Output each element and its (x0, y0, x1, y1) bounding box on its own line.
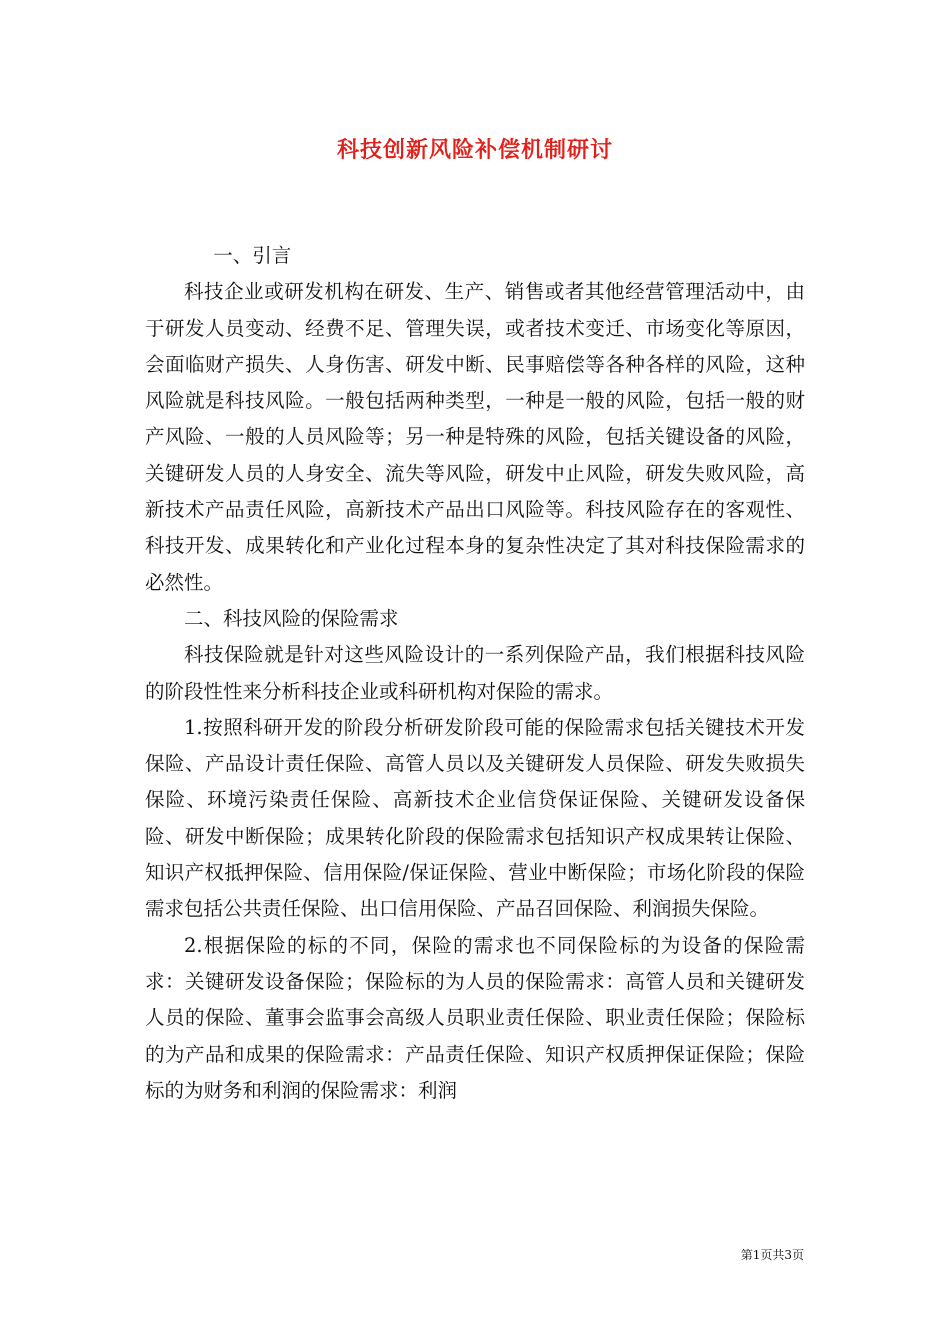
section-heading-introduction: 一、引言 (213, 244, 292, 267)
paragraph: 2.根据保险的标的不同，保险的需求也不同保险标的为设备的保险需求：关键研发设备保险；保险标的为人员的保险需求：高管人员和关键研发人员的保险、董事会监事会高级人员职业责任保险、职业责任保险；保险标的为产品和成果的保险需求：产品责任保险、知识产权质押保证保险；保险标的为财务和利润的保险需求：利润 (145, 933, 805, 1102)
paragraph: 1.按照科研开发的阶段分析研发阶段可能的保险需求包括关键技术开发保险、产品设计责任保险、高管人员以及关键研发人员保险、研发失败损失保险、环境污染责任保险、高新技术企业信贷保证保险、关键研发设备保险、研发中断保险；成果转化阶段的保险需求包括知识产权成果转让保险、知识产权抵押保险、信用保险/保证保险、营业中断保险；市场化阶段的保险需求包括公共责任保险、出口信用保险、产品召回保险、利润损失保险。 (145, 715, 805, 921)
paragraph: 科技企业或研发机构在研发、生产、销售或者其他经营管理活动中，由于研发人员变动、经费不足、管理失误，或者技术变迁、市场变化等原因，会面临财产损失、人身伤害、研发中断、民事赔偿等各种各样的风险，这种风险就是科技风险。一般包括两种类型，一种是一般的风险，包括一般的财产风险、一般的人员风险等；另一种是特殊的风险，包括关键设备的风险，关键研发人员的人身安全、流失等风险，研发中止风险，研发失败风险，高新技术产品责任风险，高新技术产品出口风险等。科技风险存在的客观性、科技开发、成果转化和产业化过程本身的复杂性决定了其对科技保险需求的必然性。 (145, 280, 805, 594)
document-title: 科技创新风险补偿机制研讨 (336, 137, 613, 163)
paragraph: 科技保险就是针对这些风险设计的一系列保险产品，我们根据科技风险的阶段性性来分析科技企业或科研机构对保险的需求。 (145, 643, 805, 703)
document-body (145, 238, 805, 1109)
page-number: 第1页共3页 (740, 1248, 804, 1262)
section-heading-insurance-demand: 二、科技风险的保险需求 (184, 606, 399, 630)
